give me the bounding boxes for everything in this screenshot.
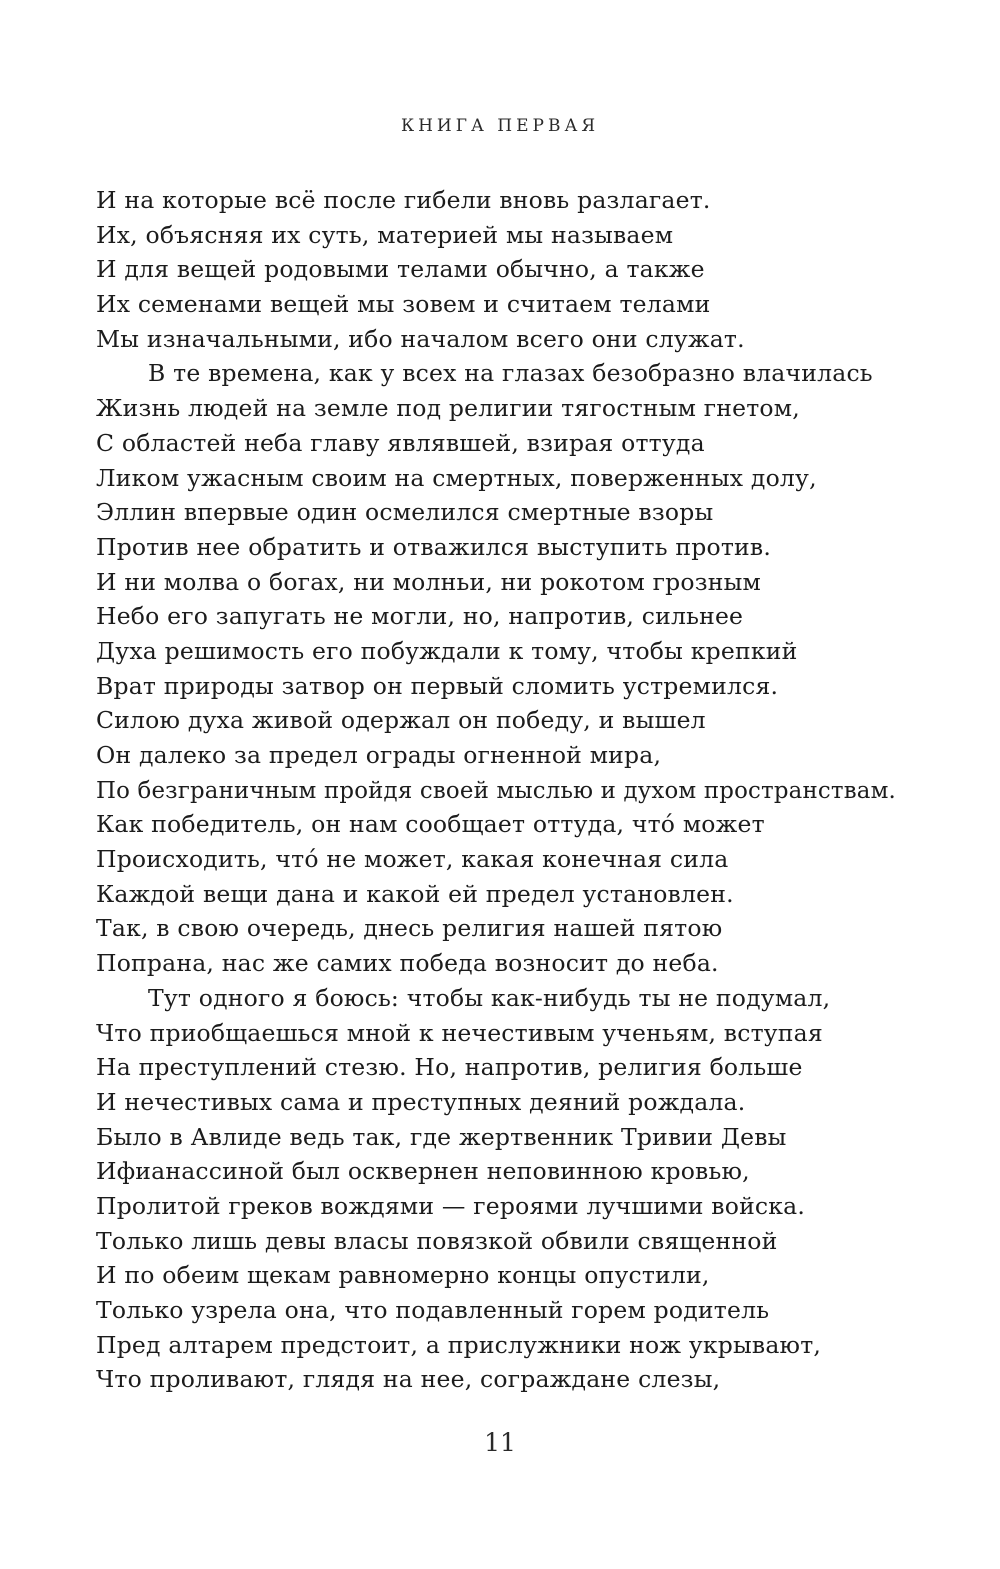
verse-line: Что приобщаешься мной к нечестивым ученьям, вступая <box>96 1018 823 1047</box>
verse-line: В те времена, как у всех на глазах безобразно влачилась <box>148 359 873 388</box>
verse-line: Как победитель, он нам сообщает оттуда, что́ может <box>96 810 765 839</box>
verse-line: Только лишь девы власы повязкой обвили священной <box>96 1226 778 1255</box>
verse-line: Против нее обратить и отважился выступить против. <box>96 532 771 561</box>
verse-line: Он далеко за предел ограды огненной мира, <box>96 741 662 769</box>
verse-line: Было в Авлиде ведь так, где жертвенник Тривии Девы <box>96 1122 787 1151</box>
verse-line: И для вещей родовыми телами обычно, а также <box>96 255 705 284</box>
verse-line: Их семенами вещей мы зовем и считаем телами <box>96 290 711 319</box>
verse-line: По безграничным пройдя своей мыслью и духом пространствам. <box>96 775 896 804</box>
page-number: 11 <box>484 1428 516 1457</box>
verse-line: Небо его запугать не могли, но, напротив, сильнее <box>96 602 744 631</box>
verse-block <box>96 183 896 1397</box>
verse-line: Попрана, нас же самих победа возносит до неба. <box>96 949 719 978</box>
verse-line: Пред алтарем предстоит, а прислужники нож укрывают, <box>96 1330 822 1359</box>
verse-line: Их, объясняя их суть, материей мы называем <box>96 220 674 249</box>
verse-line: Духа решимость его побуждали к тому, чтобы крепкий <box>96 636 798 665</box>
verse-line: Ифианассиной был осквернен неповинною кровью, <box>96 1157 750 1186</box>
verse-line: И нечестивых сама и преступных деяний рождала. <box>96 1087 746 1116</box>
verse-line: Врат природы затвор он первый сломить устремился. <box>96 671 779 700</box>
verse-line: Что проливают, глядя на нее, сограждане слезы, <box>96 1365 721 1394</box>
verse-line: Ликом ужасным своим на смертных, поверженных долу, <box>96 463 817 492</box>
verse-line: Тут одного я боюсь: чтобы как-нибудь ты не подумал, <box>148 983 831 1012</box>
verse-line: И на которые всё после гибели вновь разлагает. <box>96 186 711 214</box>
running-head: КНИГА ПЕРВАЯ <box>400 116 600 136</box>
verse-line: И ни молва о богах, ни молньи, ни рокотом грозным <box>96 567 761 596</box>
verse-line: С областей неба главу являвшей, взирая оттуда <box>96 428 705 457</box>
verse-line: Происходить, что́ не может, какая конечная сила <box>96 845 729 874</box>
verse-line: На преступлений стезю. Но, напротив, религия больше <box>96 1053 803 1082</box>
verse-line: Мы изначальными, ибо началом всего они служат. <box>96 324 745 353</box>
verse-line: И по обеим щекам равномерно концы опустили, <box>96 1261 710 1290</box>
verse-line: Так, в свою очередь, днесь религия нашей пятою <box>96 914 723 943</box>
verse-line: Пролитой греков вождями — героями лучшими войска. <box>96 1191 806 1220</box>
verse-line: Жизнь людей на земле под религии тягостным гнетом, <box>96 394 800 423</box>
verse-line: Только узрела она, что подавленный горем родитель <box>96 1296 770 1324</box>
verse-line: Силою духа живой одержал он победу, и вышел <box>96 706 706 735</box>
verse-line: Эллин впервые один осмелился смертные взоры <box>96 498 714 527</box>
verse-line: Каждой вещи дана и какой ей предел установлен. <box>96 879 734 908</box>
